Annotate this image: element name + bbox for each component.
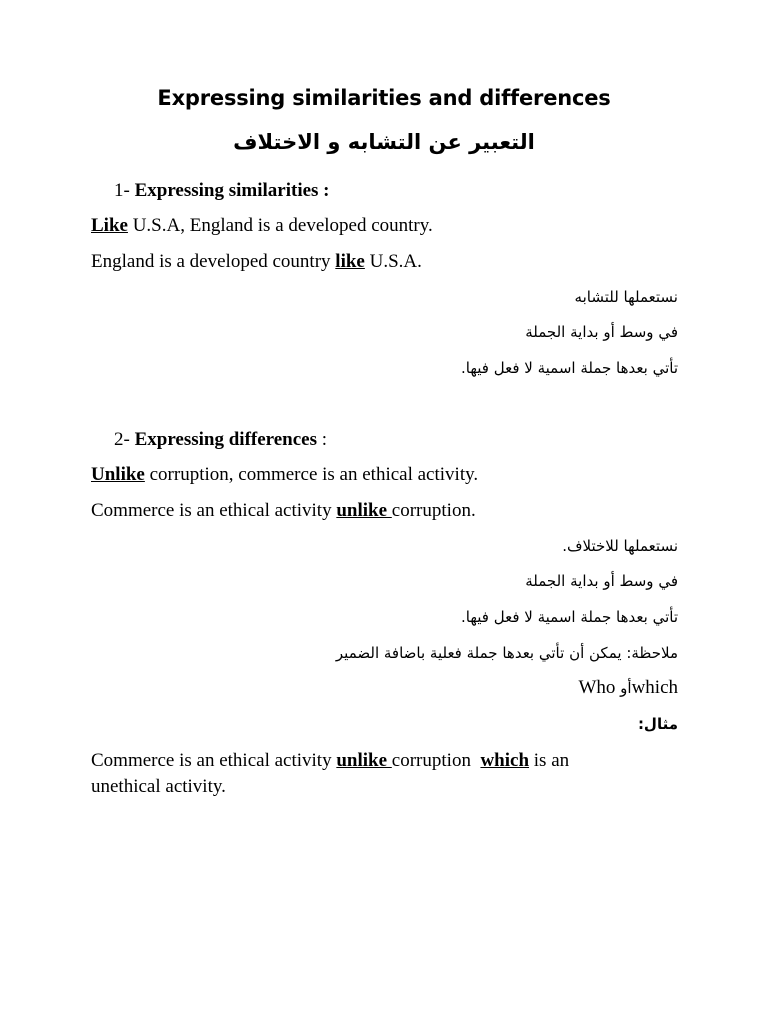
example-line bbox=[91, 213, 433, 239]
example-line bbox=[91, 462, 478, 488]
example-text: corruption. bbox=[391, 500, 476, 521]
keyword-like: Like bbox=[91, 215, 128, 236]
arabic-note: تأتي بعدها جملة اسمية لا فعل فيها. bbox=[461, 608, 678, 626]
section-heading-text: Expressing similarities : bbox=[134, 180, 330, 201]
arabic-note: في وسط أو بداية الجملة bbox=[525, 572, 678, 590]
example-text: U.S.A, England is a developed country. bbox=[127, 215, 433, 236]
example-text: England is a developed country bbox=[91, 251, 336, 272]
section-heading-text: Expressing differences bbox=[134, 429, 318, 450]
section-heading-colon: : bbox=[317, 429, 328, 450]
keyword-like: like bbox=[335, 251, 365, 272]
page-title: Expressing similarities and differences bbox=[157, 86, 611, 110]
section-heading-differences bbox=[114, 429, 327, 451]
keyword-unlike: Unlike bbox=[91, 464, 145, 485]
arabic-note: تأتي بعدها جملة اسمية لا فعل فيها. bbox=[461, 359, 678, 377]
pronoun-which: which bbox=[631, 677, 678, 698]
example-text: U.S.A. bbox=[364, 251, 422, 272]
example-line bbox=[91, 498, 476, 524]
pronoun-line bbox=[578, 677, 678, 699]
example-text: corruption, commerce is an ethical activity. bbox=[144, 464, 479, 485]
section-number: 1- bbox=[114, 180, 135, 201]
keyword-unlike: unlike bbox=[336, 500, 392, 521]
example-line bbox=[91, 249, 422, 275]
final-example bbox=[91, 748, 631, 800]
arabic-note: في وسط أو بداية الجملة bbox=[525, 323, 678, 341]
example-text: is an unethical activity. bbox=[91, 750, 570, 797]
example-label: مثال: bbox=[637, 715, 678, 733]
pronoun-who: Who bbox=[578, 677, 621, 698]
section-number: 2- bbox=[114, 429, 135, 450]
page-title-arabic: التعبير عن التشابه و الاختلاف bbox=[233, 130, 535, 154]
arabic-note: نستعملها للتشابه bbox=[574, 288, 678, 306]
example-text: Commerce is an ethical activity bbox=[91, 750, 337, 771]
keyword-unlike: unlike bbox=[336, 750, 392, 771]
arabic-note: ملاحظة: يمكن أن تأتي بعدها جملة فعلية باضافة الضمير bbox=[335, 644, 678, 662]
keyword-which: which bbox=[480, 750, 530, 771]
example-text: Commerce is an ethical activity bbox=[91, 500, 337, 521]
arabic-note: نستعملها للاختلاف. bbox=[562, 537, 678, 555]
example-text: corruption bbox=[391, 750, 481, 771]
section-heading-similarities bbox=[114, 180, 330, 202]
pronoun-or: أو bbox=[620, 679, 632, 697]
